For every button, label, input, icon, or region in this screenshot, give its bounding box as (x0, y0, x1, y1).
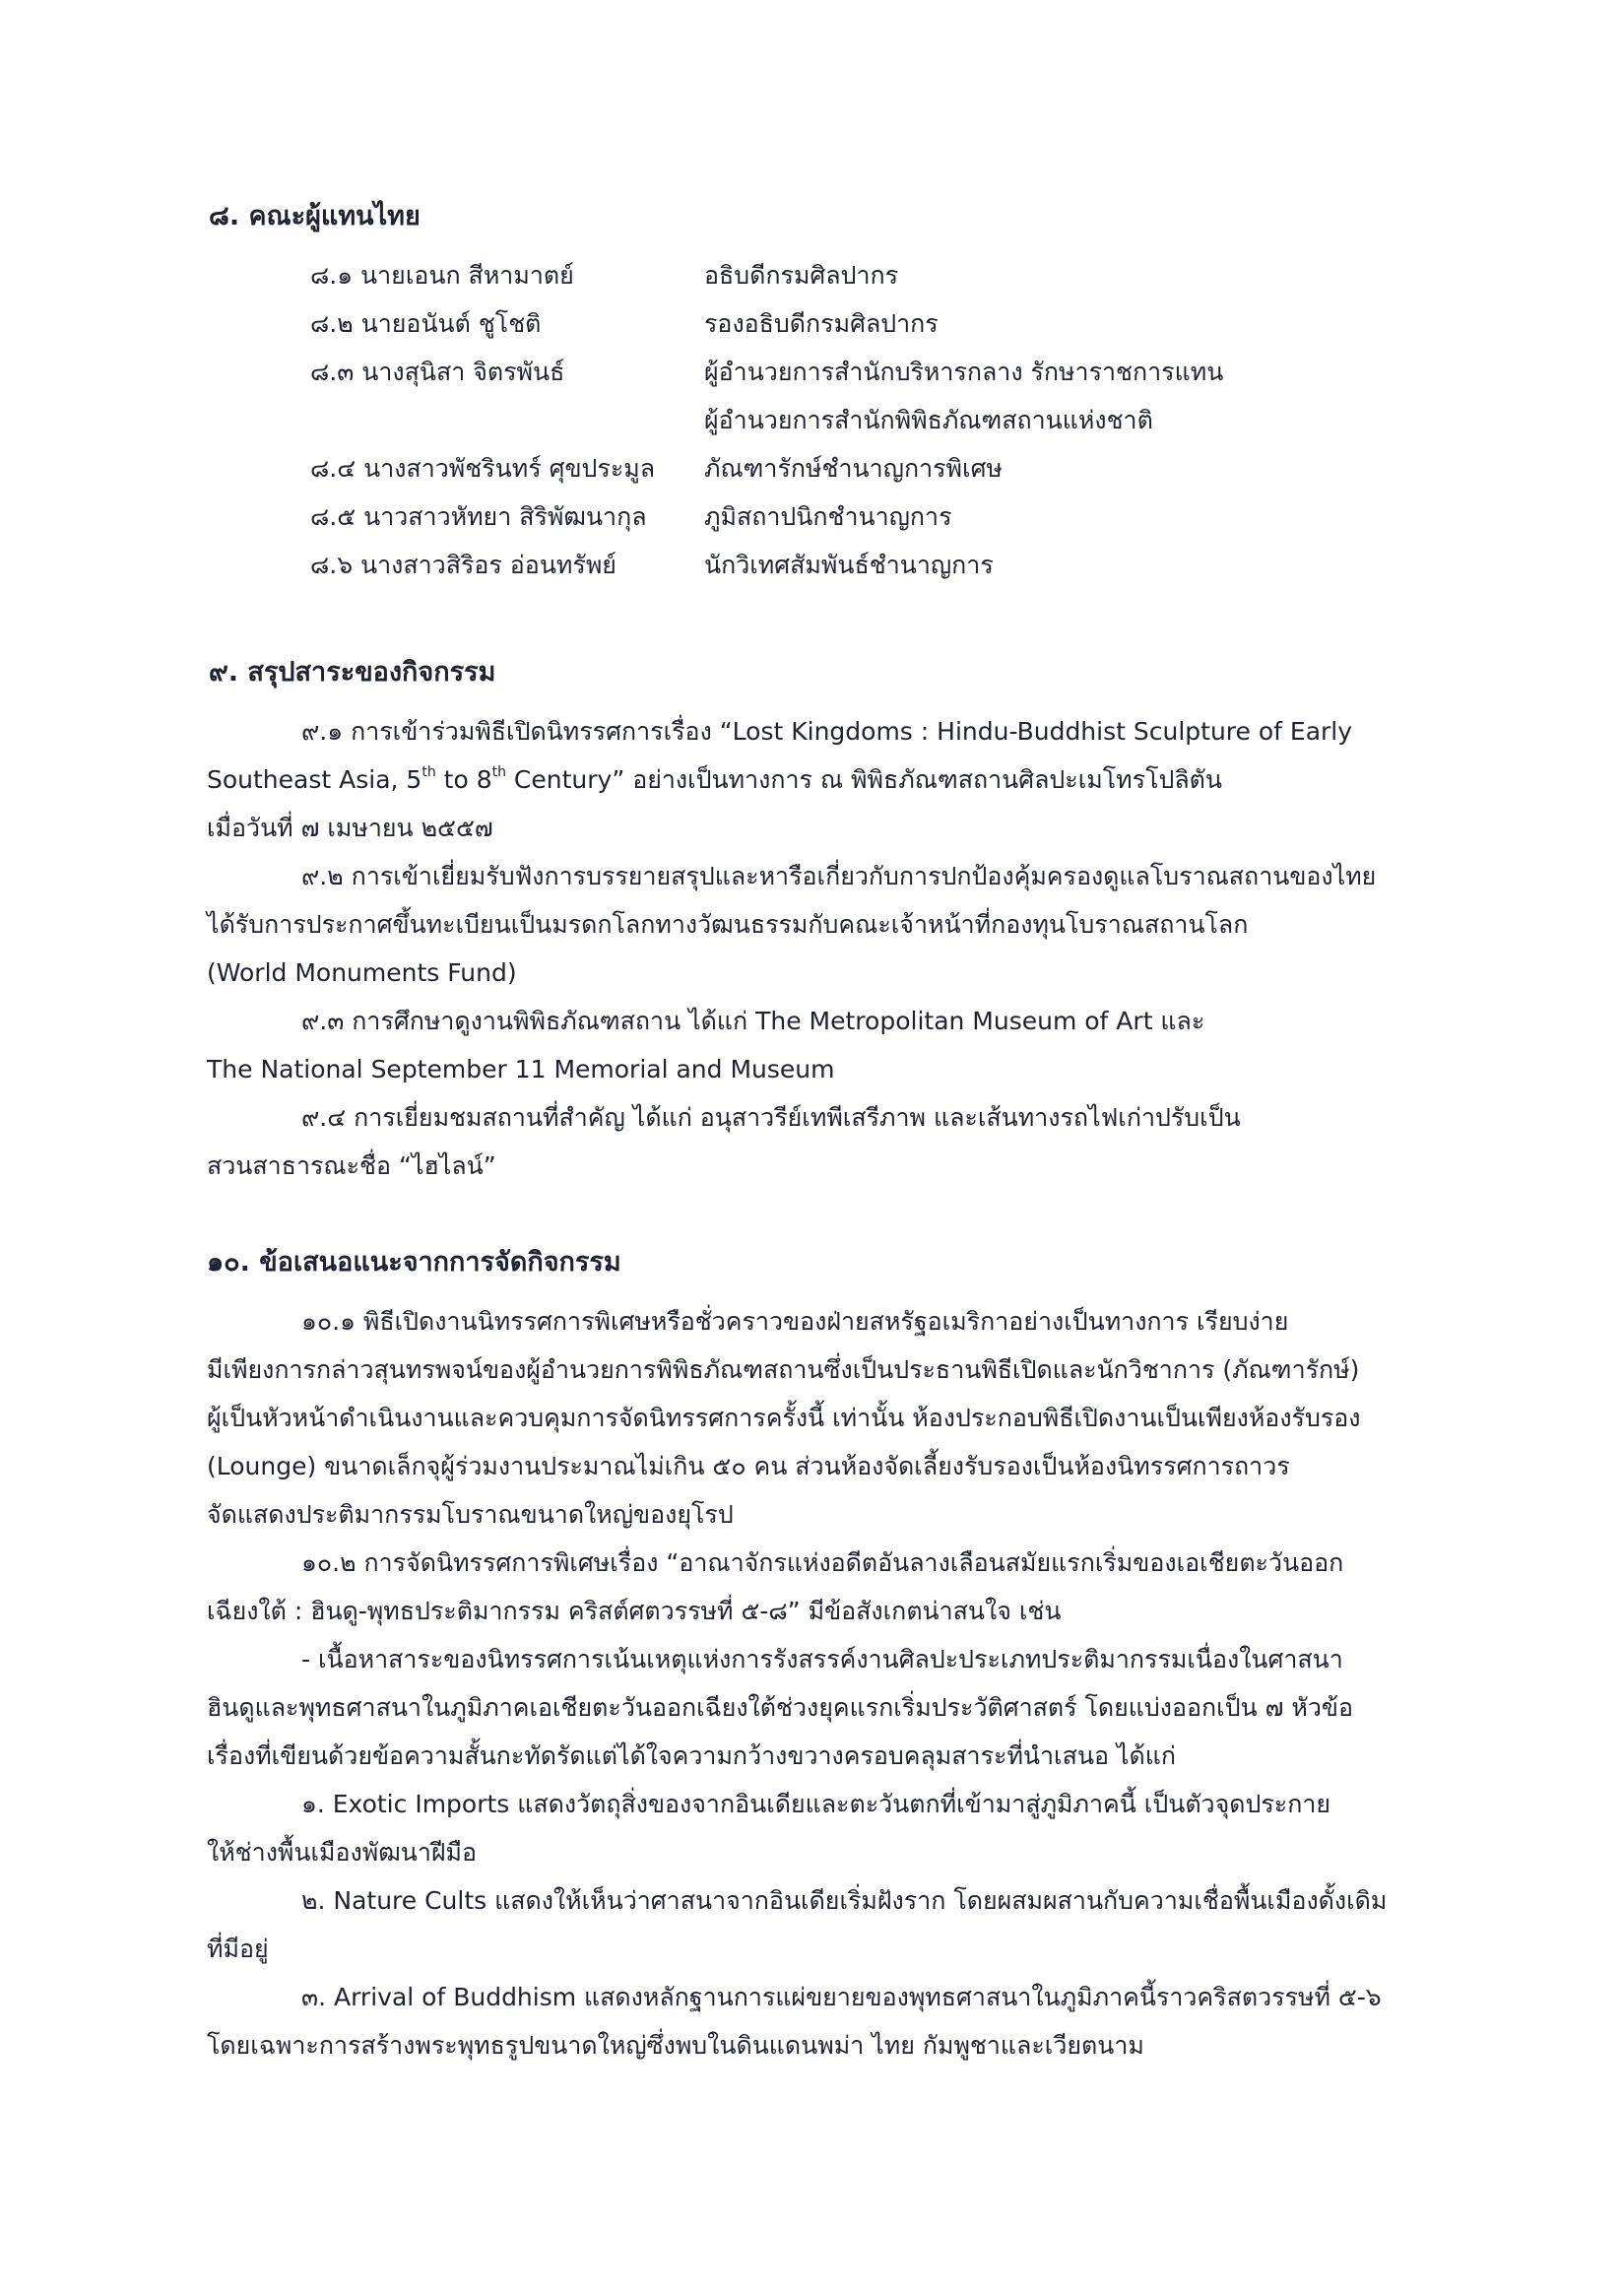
paragraph-line: เรื่องที่เขียนด้วยข้อความสั้นกะทัดรัดแต่ได้ใจความกว้างขวางครอบคลุมสาระที่นำเสนอ ได้แก่ (207, 1741, 1176, 1770)
member-role: ผู้อำนวยการสำนักบริหารกลาง รักษาราชการแทน (704, 358, 1224, 386)
paragraph-line: มีเพียงการกล่าวสุนทรพจน์ของผู้อำนวยการพิพิธภัณฑสถานซึ่งเป็นประธานพิธีเปิดและนักวิชาการ (ภัณฑารักษ์) (207, 1355, 1360, 1384)
paragraph-line: สวนสาธารณะชื่อ “ไฮไลน์” (207, 1151, 496, 1180)
member-name: ๘.๓ นางสุนิสา จิตรพันธ์ (310, 358, 565, 386)
paragraph-line: โดยเฉพาะการสร้างพระพุทธรูปขนาดใหญ่ซึ่งพบในดินแดนพม่า ไทย กัมพูชาและเวียตนาม (207, 2031, 1144, 2060)
member-role-continued: ผู้อำนวยการสำนักพิพิธภัณฑสถานแห่งชาติ (704, 406, 1153, 434)
paragraph-line: ๑๐.๑ พิธีเปิดงานนิทรรศการพิเศษหรือชั่วคราวของฝ่ายสหรัฐอเมริกาอย่างเป็นทางการ เรียบง่าย (301, 1307, 1289, 1336)
paragraph-line: ๙.๒ การเข้าเยี่ยมรับฟังการบรรยายสรุปและหารือเกี่ยวกับการปกป้องคุ้มครองดูแลโบราณสถานของไทย (301, 862, 1377, 890)
member-role: ภัณฑารักษ์ชำนาญการพิเศษ (704, 454, 1003, 483)
member-name: ๘.๖ นางสาวสิริอร อ่อนทรัพย์ (310, 551, 616, 579)
paragraph-line: ๑. Exotic Imports แสดงวัตถุสิ่งของจากอินเดียและตะวันตกที่เข้ามาสู่ภูมิภาคนี้ เป็นตัวจุดประกาย (301, 1790, 1331, 1818)
section-9-heading: ๙. สรุปสาระของกิจกรรม (209, 657, 496, 688)
member-name: ๘.๑ นายเอนก สีหามาตย์ (310, 261, 574, 290)
member-role: นักวิเทศสัมพันธ์ชำนาญการ (704, 551, 994, 579)
paragraph-line: Southeast Asia, 5th to 8th Century” อย่างเป็นทางการ ณ พิพิธภัณฑสถานศิลปะเมโทรโปลิตัน (207, 764, 1223, 794)
member-name: ๘.๕ นาวสาวหัทยา สิริพัฒนากุล (310, 502, 647, 531)
paragraph-line: ให้ช่างพื้นเมืองพัฒนาฝีมือ (207, 1838, 478, 1867)
member-name: ๘.๒ นายอนันต์ ชูโชติ (310, 309, 542, 338)
paragraph-line: ๒. Nature Cults แสดงให้เห็นว่าศาสนาจากอินเดียเริ่มฝังราก โดยผสมผสานกับความเชื่อพื้นเมืองดั้งเดิม (301, 1886, 1388, 1915)
paragraph-line: ๑๐.๒ การจัดนิทรรศการพิเศษเรื่อง “อาณาจักรแห่งอดีตอันลางเลือนสมัยแรกเริ่มของเอเชียตะวันออก (301, 1548, 1344, 1577)
paragraph-line: ผู้เป็นหัวหน้าดำเนินงานและควบคุมการจัดนิทรรศการครั้งนี้ เท่านั้น ห้องประกอบพิธีเปิดงานเป็นเพียงห้องรับรอง (207, 1404, 1361, 1432)
paragraph-line: ๙.๓ การศึกษาดูงานพิพิธภัณฑสถาน ได้แก่ The Metropolitan Museum of Art และ (301, 1007, 1205, 1035)
member-name: ๘.๔ นางสาวพัชรินทร์ ศุขประมูล (310, 454, 656, 483)
paragraph-line: ได้รับการประกาศขึ้นทะเบียนเป็นมรดกโลกทางวัฒนธรรมกับคณะเจ้าหน้าที่กองทุนโบราณสถานโลก (207, 910, 1249, 939)
member-role: รองอธิบดีกรมศิลปากร (704, 309, 939, 338)
section-8-heading: ๘. คณะผู้แทนไทย (209, 201, 421, 231)
paragraph-line: (World Monuments Fund) (207, 958, 517, 987)
section-10-heading: ๑๐. ข้อเสนอแนะจากการจัดกิจกรรม (207, 1247, 621, 1278)
paragraph-line: - เนื้อหาสาระของนิทรรศการเน้นเหตุแห่งการรังสรรค์งานศิลปะประเภทประติมากรรมเนื่องในศาสนา (301, 1645, 1343, 1673)
paragraph-line: ๓. Arrival of Buddhism แสดงหลักฐานการแผ่ขยายของพุทธศาสนาในภูมิภาคนี้ราวคริสตวรรษที่ ๕-๖ (301, 1983, 1382, 2011)
paragraph-line: เฉียงใต้ : ฮินดู-พุทธประติมากรรม คริสต์ศตวรรษที่ ๕-๘” มีข้อสังเกตน่าสนใจ เช่น (207, 1597, 1062, 1625)
member-role: อธิบดีกรมศิลปากร (704, 261, 899, 290)
paragraph-line: (Lounge) ขนาดเล็กจุผู้ร่วมงานประมาณไม่เกิน ๕๐ คน ส่วนห้องจัดเลี้ยงรับรองเป็นห้องนิทรรศการถาวร (207, 1452, 1290, 1480)
paragraph-line: The National September 11 Memorial and Museum (207, 1055, 835, 1083)
paragraph-line: ที่มีอยู่ (207, 1935, 269, 1963)
paragraph-line: เมื่อวันที่ ๗ เมษายน ๒๕๕๗ (207, 814, 493, 842)
paragraph-line: ๙.๑ การเข้าร่วมพิธีเปิดนิทรรศการเรื่อง “Lost Kingdoms : Hindu-Buddhist Sculpture of Early (301, 717, 1353, 746)
paragraph-line: ฮินดูและพุทธศาสนาในภูมิภาคเอเชียตะวันออกเฉียงใต้ช่วงยุคแรกเริ่มประวัติศาสตร์ โดยแบ่งออกเป็น ๗ หัวข้อ (207, 1693, 1353, 1722)
member-role: ภูมิสถาปนิกชำนาญการ (704, 502, 952, 531)
paragraph-line: ๙.๔ การเยี่ยมชมสถานที่สำคัญ ได้แก่ อนุสาวรีย์เทพีเสรีภาพ และเส้นทางรถไฟเก่าปรับเป็น (301, 1103, 1241, 1132)
paragraph-line: จัดแสดงประติมากรรมโบราณขนาดใหญ่ของยุโรป (207, 1500, 734, 1529)
